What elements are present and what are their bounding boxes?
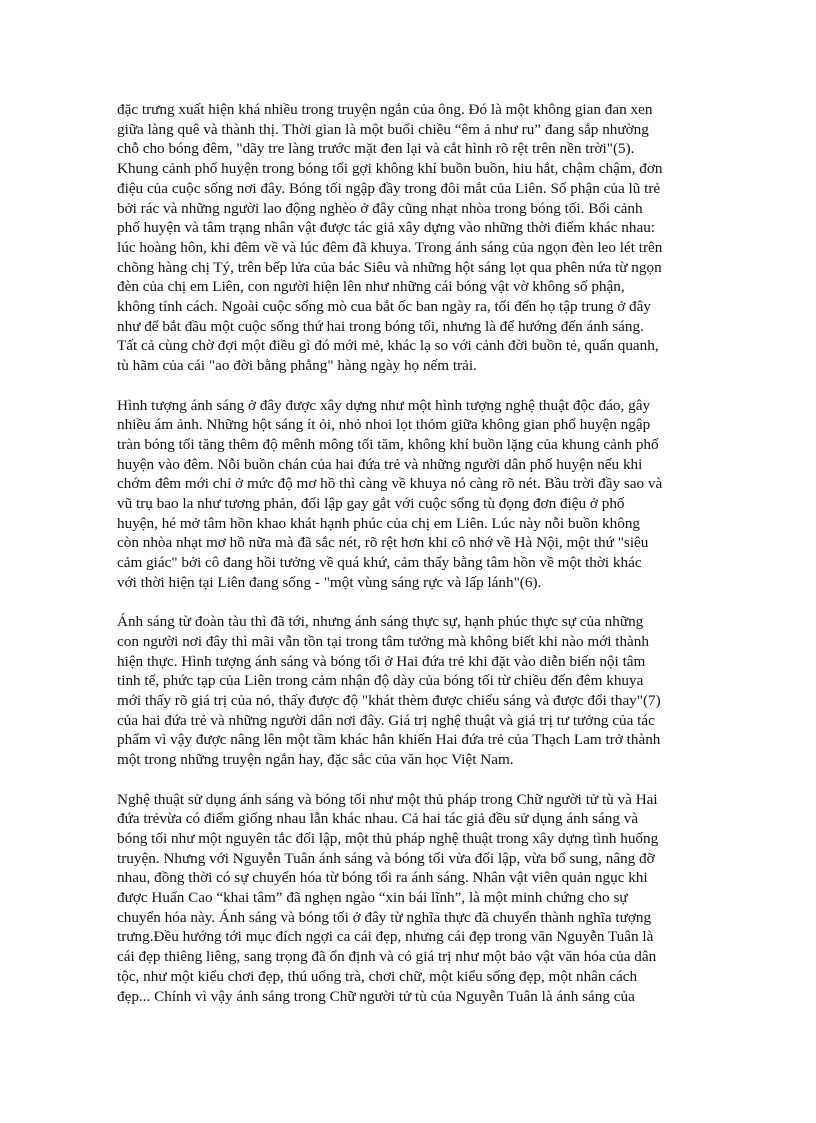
text-line: tràn bóng tối tăng thêm độ mênh mông tối tăm, không khí buồn lặng của khung cảnh phố [117, 435, 659, 453]
text-line: Ánh sáng từ đoàn tàu thì đã tới, nhưng ánh sáng thực sự, hạnh phúc thực sự của những [117, 613, 644, 631]
text-line: tinh tế, phức tạp của Liên trong cảm nhận độ dày của bóng tối từ chiều đến đêm khuya [117, 672, 644, 690]
text-line: bởi rác và những người lao động nghèo ở đây cũng nhạt nhòa trong bóng tối. Bối cảnh [117, 199, 643, 217]
text-line: được Huấn Cao “khai tâm” đã nghẹn ngào “xin bái lĩnh”, là một minh chứng cho sự [117, 889, 628, 907]
document-page [117, 100, 707, 1026]
text-line: bóng tối như một nguyên tắc đối lập, một thủ pháp nghệ thuật trong xây dựng tình huống [117, 829, 659, 847]
text-line: Khung cảnh phố huyện trong bóng tối gợi không khí buồn buồn, hiu hắt, chậm chậm, đơn [117, 160, 663, 178]
text-line: tù hãm của cái "ao đời bằng phẳng" hàng ngày họ nếm trải. [117, 357, 477, 375]
paragraph-3 [117, 612, 707, 770]
text-line: huyện vào đêm. Nỗi buồn chán của hai đứa trẻ và những người dân phố huyện nếu khi [117, 455, 643, 473]
text-line: chỗ cho bóng đêm, "dãy tre làng trước mặt đen lại và cắt hình rõ rệt trên nền trời"(5). [117, 140, 635, 158]
paragraph-2 [117, 396, 707, 593]
text-line: một trong những truyện ngắn hay, đặc sắc của văn học Việt Nam. [117, 751, 514, 769]
text-line: giữa làng quê và thành thị. Thời gian là một buổi chiều “êm ả như ru” đang sắp nhường [117, 120, 649, 138]
text-line: Nghệ thuật sử dụng ánh sáng và bóng tối như một thủ pháp trong Chữ người tử tù và Hai [117, 790, 658, 808]
text-line: đèn của chị em Liên, con người hiện lên như những cái bóng vật vờ không số phận, [117, 278, 625, 296]
text-line: phẩm vì vậy được nâng lên một tầm khác hẳn khiến Hai đứa trẻ của Thạch Lam trở thành [117, 731, 661, 749]
text-line: trưng.Đều hướng tới mục đích ngợi ca cái đẹp, nhưng cái đẹp trong văn Nguyễn Tuân là [117, 928, 654, 946]
text-line: của hai đứa trẻ và những người dân nơi đây. Giá trị nghệ thuật và giá trị tư tưởng của tác [117, 711, 655, 729]
paragraph-1 [117, 100, 707, 376]
text-line: con người nơi đây thì mãi vẫn tồn tại trong tâm tưởng mà không biết khi nào mới thành [117, 632, 649, 650]
text-line: cái đẹp thiêng liêng, sang trọng đã ổn định và có giá trị như một bảo vật văn hóa của dân [117, 948, 657, 966]
text-line: nhiều ám ảnh. Những hột sáng ít ỏi, nhỏ nhoi lọt thỏm giữa không gian phố huyện ngập [117, 416, 651, 434]
text-line: không tính cách. Ngoài cuộc sống mò cua bắt ốc ban ngày ra, tối đến họ tập trung ở đây [117, 298, 651, 316]
text-line: nhau, đồng thời có sự chuyển hóa từ bóng tối ra ánh sáng. Nhân vật viên quản ngục khi [117, 869, 648, 887]
text-line: với thời hiện tại Liên đang sống - "một vùng sáng rực và lấp lánh"(6). [117, 573, 542, 591]
text-line: như để bắt đầu một cuộc sống thứ hai trong bóng tối, nhưng là để hướng đến ánh sáng. [117, 317, 644, 335]
text-line: mới thấy rõ giá trị của nó, thấy được độ "khát thèm được chiếu sáng và được đổi thay"(7) [117, 692, 661, 710]
text-line: hiện thực. Hình tượng ánh sáng và bóng tối ở Hai đứa trẻ khi đặt vào diễn biến nội tâm [117, 652, 646, 670]
text-line: chớm đêm mới chỉ ở mức độ mơ hồ thì càng về khuya nó càng rõ nét. Bầu trời đầy sao và [117, 475, 663, 493]
text-line: cảm giác" bởi cô đang hồi tưởng về quá khứ, cảm thấy bằng tâm hồn về một thời khác [117, 554, 642, 572]
text-line: Tất cả cùng chờ đợi một điều gì đó mới mẻ, khác lạ so với cảnh đời buồn tẻ, quẩn quanh, [117, 337, 659, 355]
paragraph-4 [117, 790, 707, 1007]
text-line: phố huyện và tâm trạng nhân vật được tác giả xây dựng vào những thời điểm khác nhau: [117, 219, 656, 237]
text-line: truyện. Nhưng với Nguyễn Tuân ánh sáng và bóng tối vừa đối lập, vừa bổ sung, nâng đỡ [117, 849, 655, 867]
text-line: điệu của cuộc sống nơi đây. Bóng tối ngập đầy trong đôi mắt của Liên. Số phận của lũ trẻ [117, 179, 661, 197]
text-line: chõng hàng chị Tý, trên bếp lửa của bác Siêu và những hột sáng lọt qua phên nứa từ ngọn [117, 258, 662, 276]
text-line: đứa trẻvừa có điểm giống nhau lẫn khác nhau. Cả hai tác giả đều sử dụng ánh sáng và [117, 810, 639, 828]
text-line: vũ trụ bao la như tương phản, đối lập gay gắt với cuộc sống tù đọng đơn điệu ở phố [117, 495, 625, 513]
text-line: tộc, như một kiểu chơi đẹp, thú uống trà, chơi chữ, một kiểu sống đẹp, một nhân cách [117, 967, 638, 985]
text-line: huyện, hé mở tâm hồn khao khát hạnh phúc của chị em Liên. Lúc này nỗi buồn không [117, 514, 641, 532]
text-line: Hình tượng ánh sáng ở đây được xây dựng như một hình tượng nghệ thuật độc đáo, gây [117, 396, 651, 414]
text-line: lúc hoàng hôn, khi đêm về và lúc đêm đã khuya. Trong ánh sáng của ngọn đèn leo lét trên [117, 238, 663, 256]
text-line: đặc trưng xuất hiện khá nhiều trong truyện ngắn của ông. Đó là một không gian đan xen [117, 101, 653, 118]
text-line: còn nhòa nhạt mơ hồ nữa mà đã sắc nét, rõ rệt hơn khi cô nhớ về Hà Nội, một thứ "siêu [117, 534, 649, 552]
text-line: chuyển hóa này. Ánh sáng và bóng tối ở đây từ nghĩa thực đã chuyển thành nghĩa tượng [117, 908, 652, 926]
text-line: đẹp... Chính vì vậy ánh sáng trong Chữ người tử tù của Nguyễn Tuân là ánh sáng của [117, 987, 635, 1005]
